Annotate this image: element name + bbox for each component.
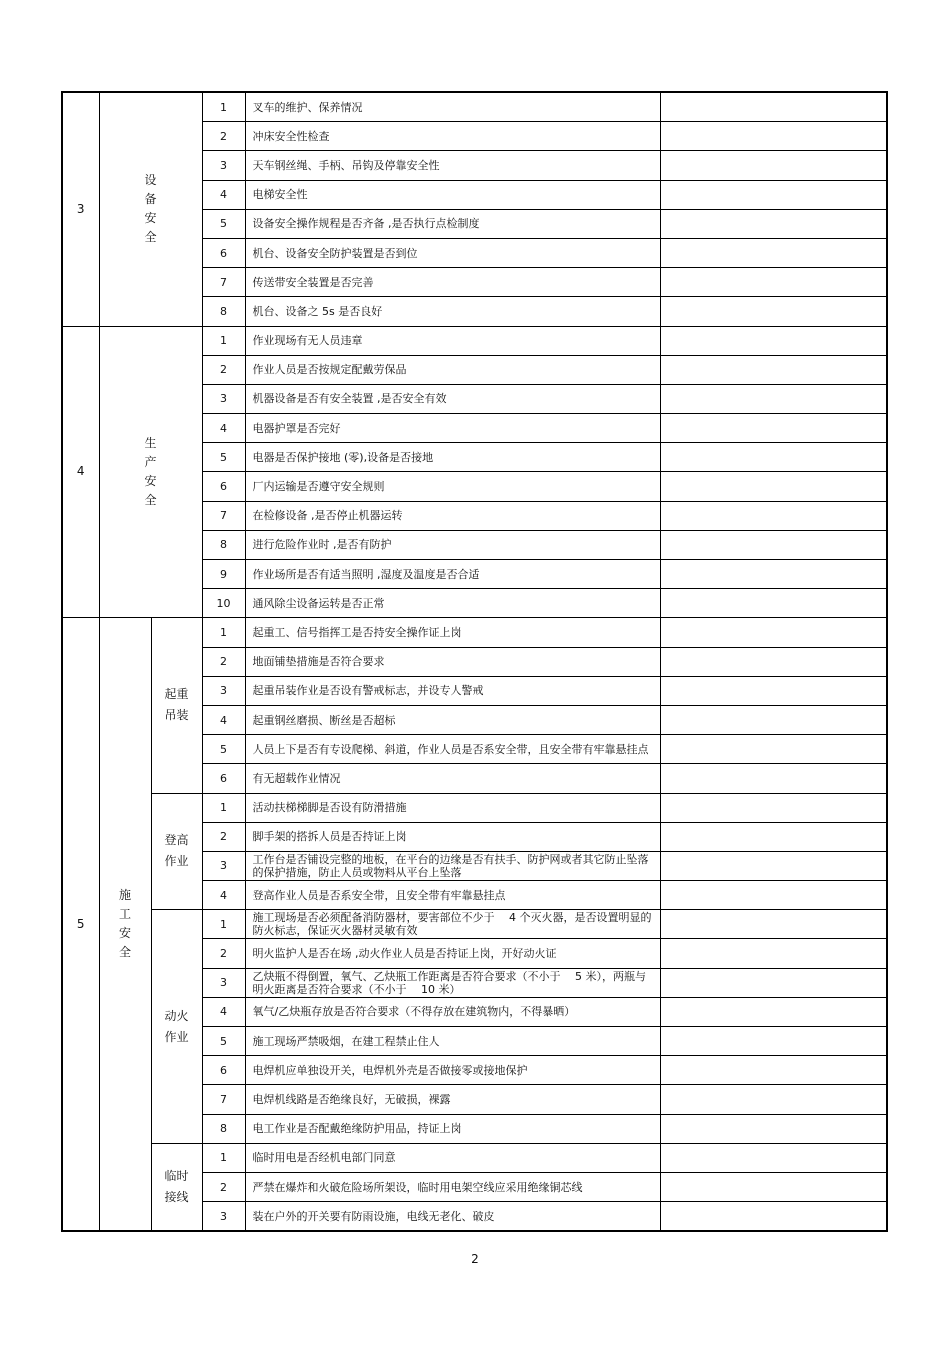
item-number-text: 9 [220,567,227,581]
section-number [62,326,99,618]
item-number-text: 2 [220,947,227,961]
result-cell [660,997,887,1026]
subgroup-label-text: 登高作业 [164,833,189,869]
item-text-text: 传送带安全装置是否完善 [252,275,374,289]
item-number-text: 2 [220,129,227,143]
subgroup-label [151,618,202,793]
result-cell [660,268,887,297]
item-text-text: 地面铺垫措施是否符合要求 [252,655,385,669]
item-text [245,705,660,734]
section-number [62,92,99,326]
item-text-text: 电器护罩是否完好 [252,421,341,435]
item-text-text: 天车钢丝绳、手柄、吊钩及停靠安全性 [252,158,440,172]
item-number-text: 8 [220,1122,227,1136]
section-number-text: 4 [76,464,85,479]
item-text [245,414,660,443]
item-number-text: 3 [220,859,227,873]
item-number [202,1172,245,1201]
item-number-text: 7 [220,509,227,523]
item-number-text: 6 [220,1063,227,1077]
table-row [62,793,887,822]
item-text [245,1056,660,1085]
result-cell [660,647,887,676]
item-text-text: 脚手架的搭拆人员是否持证上岗 [252,830,407,844]
table-row [62,618,887,647]
item-number [202,530,245,559]
item-text [245,1143,660,1172]
item-number [202,764,245,793]
item-number-text: 2 [220,363,227,377]
result-cell [660,92,887,122]
section-label [99,326,202,618]
section-label [99,92,202,326]
safety-checklist-table [61,91,888,1232]
item-text [245,618,660,647]
result-cell [660,238,887,267]
result-cell [660,209,887,238]
item-number [202,676,245,705]
item-number-text: 8 [220,304,227,318]
item-text-text: 严禁在爆炸和火破危险场所架设，临时用电架空线应采用绝缘铜芯线 [252,1180,583,1194]
item-number-text: 6 [220,771,227,785]
item-number [202,881,245,910]
subgroup-label-text: 动火作业 [164,1008,189,1044]
item-text-text: 氧气/乙炔瓶存放是否符合要求（不得存放在建筑物内，不得暴晒） [252,1005,576,1019]
item-text [245,939,660,968]
item-text [245,647,660,676]
item-number-text: 4 [220,188,227,202]
result-cell [660,939,887,968]
item-text [245,822,660,851]
item-text-text: 登高作业人员是否系安全带，且安全带有牢靠悬挂点 [252,888,506,902]
item-text [245,1172,660,1201]
item-text-text: 厂内运输是否遵守安全规则 [252,480,385,494]
item-text-text: 电梯安全性 [252,188,308,202]
item-text-text: 装在户外的开关要有防雨设施，电线无老化、破皮 [252,1209,495,1223]
item-text [245,1085,660,1114]
item-text [245,560,660,589]
result-cell [660,1056,887,1085]
item-number [202,1202,245,1232]
item-text-text: 起重工、信号指挥工是否持安全操作证上岗 [252,625,462,639]
item-text-text: 电器是否保护接地 (零),设备是否接地 [252,450,434,464]
item-text-text: 机台、设备之 5s 是否良好 [252,304,383,318]
item-text-text: 明火监护人是否在场 ,动火作业人员是否持证上岗，开好动火证 [252,947,557,961]
section-label-text: 施工安全 [119,888,132,960]
item-number [202,1143,245,1172]
result-cell [660,530,887,559]
result-cell [660,968,887,997]
item-text [245,297,660,326]
item-number [202,968,245,997]
item-text [245,384,660,413]
item-text-text: 机台、设备安全防护装置是否到位 [252,246,418,260]
item-number [202,268,245,297]
item-text [245,793,660,822]
item-number [202,1085,245,1114]
item-number-text: 4 [220,888,227,902]
item-number-text: 1 [220,334,227,348]
item-text [245,501,660,530]
item-number [202,501,245,530]
item-number-text: 4 [220,1005,227,1019]
item-number [202,705,245,734]
item-number [202,326,245,355]
result-cell [660,1085,887,1114]
item-number-text: 2 [220,1180,227,1194]
item-number-text: 3 [220,1209,227,1223]
item-text-text: 冲床安全性检查 [252,129,330,143]
result-cell [660,297,887,326]
item-number [202,910,245,939]
result-cell [660,384,887,413]
item-text [245,151,660,180]
item-text-text: 进行危险作业时 ,是否有防护 [252,538,392,552]
item-number-text: 1 [220,625,227,639]
result-cell [660,764,887,793]
result-cell [660,881,887,910]
result-cell [660,560,887,589]
item-number [202,997,245,1026]
item-text-text: 起重吊装作业是否设有警戒标志，并设专人警戒 [252,684,484,698]
item-text-text: 设备安全操作规程是否齐备 ,是否执行点检制度 [252,217,480,231]
section-number [62,618,99,1231]
result-cell [660,735,887,764]
item-number-text: 6 [220,480,227,494]
item-text-text: 工作台是否铺设完整的地板，在平台的边缘是否有扶手、防护网或者其它防止坠落的保护措施，防止人员或物料从平台上坠落 [252,852,649,879]
item-text-text: 电焊机线路是否绝缘良好，无破损，裸露 [252,1092,451,1106]
item-text [245,238,660,267]
item-text [245,268,660,297]
item-number-text: 8 [220,538,227,552]
item-text [245,997,660,1026]
subgroup-label [151,910,202,1144]
item-text-text: 施工现场是否必须配备消防器材，要害部位不少于 4 个灭火器，是否设置明显的防火标志，保证灭火器材灵敏有效 [252,911,652,938]
item-number-text: 5 [220,742,227,756]
result-cell [660,355,887,384]
item-number [202,180,245,209]
result-cell [660,1202,887,1232]
item-text [245,1027,660,1056]
result-cell [660,1143,887,1172]
item-number-text: 2 [220,830,227,844]
item-text [245,1114,660,1143]
result-cell [660,676,887,705]
item-text [245,1202,660,1232]
result-cell [660,443,887,472]
item-number-text: 6 [220,246,227,260]
item-number [202,414,245,443]
subgroup-label-text: 临时接线 [164,1169,189,1205]
item-text-text: 作业场所是否有适当照明 ,湿度及温度是否合适 [252,567,480,581]
table-row [62,1143,887,1172]
item-number [202,384,245,413]
item-number [202,1114,245,1143]
table-row [62,326,887,355]
result-cell [660,910,887,939]
item-number-text: 5 [220,450,227,464]
item-text-text: 活动扶梯梯脚是否设有防滑措施 [252,801,407,815]
subgroup-label-text: 起重吊装 [164,687,189,723]
result-cell [660,851,887,880]
item-text [245,355,660,384]
item-text [245,92,660,122]
item-number [202,472,245,501]
item-text [245,180,660,209]
item-text-text: 施工现场严禁吸烟，在建工程禁止住人 [252,1034,440,1048]
item-number [202,618,245,647]
result-cell [660,501,887,530]
item-number [202,647,245,676]
item-number [202,822,245,851]
result-cell [660,414,887,443]
result-cell [660,1114,887,1143]
item-number-text: 5 [220,1034,227,1048]
result-cell [660,151,887,180]
item-text [245,122,660,151]
result-cell [660,589,887,618]
item-number-text: 7 [220,275,227,289]
item-number [202,238,245,267]
item-text-text: 人员上下是否有专设爬梯、斜道，作业人员是否系安全带，且安全带有牢靠悬挂点 [252,742,649,756]
item-number-text: 3 [220,392,227,406]
subgroup-label [151,1143,202,1231]
item-number [202,851,245,880]
result-cell [660,793,887,822]
item-number [202,92,245,122]
item-number-text: 4 [220,713,227,727]
item-text-text: 电焊机应单独设开关，电焊机外壳是否做接零或接地保护 [252,1063,528,1077]
item-number [202,443,245,472]
section-label-text: 设备安全 [144,173,157,245]
item-text [245,881,660,910]
item-text [245,589,660,618]
page-number: 2 [471,1252,479,1266]
item-number-text: 1 [220,801,227,815]
result-cell [660,705,887,734]
item-number [202,297,245,326]
subgroup-label [151,793,202,910]
item-number-text: 3 [220,976,227,990]
item-text-text: 作业现场有无人员违章 [252,334,363,348]
table-row [62,92,887,122]
item-number-text: 5 [220,217,227,231]
result-cell [660,1027,887,1056]
item-text [245,443,660,472]
item-number [202,209,245,238]
item-number-text: 10 [216,596,231,610]
item-number [202,122,245,151]
item-text [245,851,660,880]
result-cell [660,180,887,209]
item-text-text: 乙炔瓶不得倒置，氧气、乙炔瓶工作距离是否符合要求（不小于 5 米），两瓶与明火距离是否符合要求（不小于 10 米） [252,969,646,996]
item-number [202,793,245,822]
item-number [202,939,245,968]
item-text-text: 起重钢丝磨损、断丝是否超标 [252,713,396,727]
item-text-text: 临时用电是否经机电部门同意 [252,1151,396,1165]
item-text-text: 在检修设备 ,是否停止机器运转 [252,509,403,523]
item-number-text: 4 [220,421,227,435]
section-number-text: 5 [76,916,85,931]
item-number-text: 2 [220,655,227,669]
item-number-text: 3 [220,158,227,172]
item-text [245,764,660,793]
item-number-text: 7 [220,1092,227,1106]
item-number [202,1027,245,1056]
item-number-text: 1 [220,917,227,931]
result-cell [660,822,887,851]
item-number [202,151,245,180]
item-number [202,560,245,589]
section-label [99,618,151,1231]
item-number [202,1056,245,1085]
item-number-text: 1 [220,100,227,114]
item-text [245,676,660,705]
result-cell [660,618,887,647]
item-number [202,589,245,618]
item-text-text: 通风除尘设备运转是否正常 [252,596,385,610]
section-number-text: 3 [76,201,85,216]
item-text-text: 叉车的维护、保养情况 [252,100,363,114]
item-number-text: 1 [220,1151,227,1165]
section-label-text: 生产安全 [144,435,157,507]
item-text [245,472,660,501]
item-text-text: 有无超载作业情况 [252,771,341,785]
result-cell [660,472,887,501]
item-text [245,968,660,997]
result-cell [660,326,887,355]
table-row [62,910,887,939]
item-text-text: 作业人员是否按规定配戴劳保品 [252,363,407,377]
item-text [245,910,660,939]
item-number-text: 3 [220,684,227,698]
item-text [245,209,660,238]
item-text [245,530,660,559]
item-text-text: 电工作业是否配戴绝缘防护用品，持证上岗 [252,1122,462,1136]
item-text-text: 机器设备是否有安全装置 ,是否安全有效 [252,392,447,406]
item-text [245,735,660,764]
item-number [202,355,245,384]
result-cell [660,1172,887,1201]
result-cell [660,122,887,151]
item-number [202,735,245,764]
item-text [245,326,660,355]
